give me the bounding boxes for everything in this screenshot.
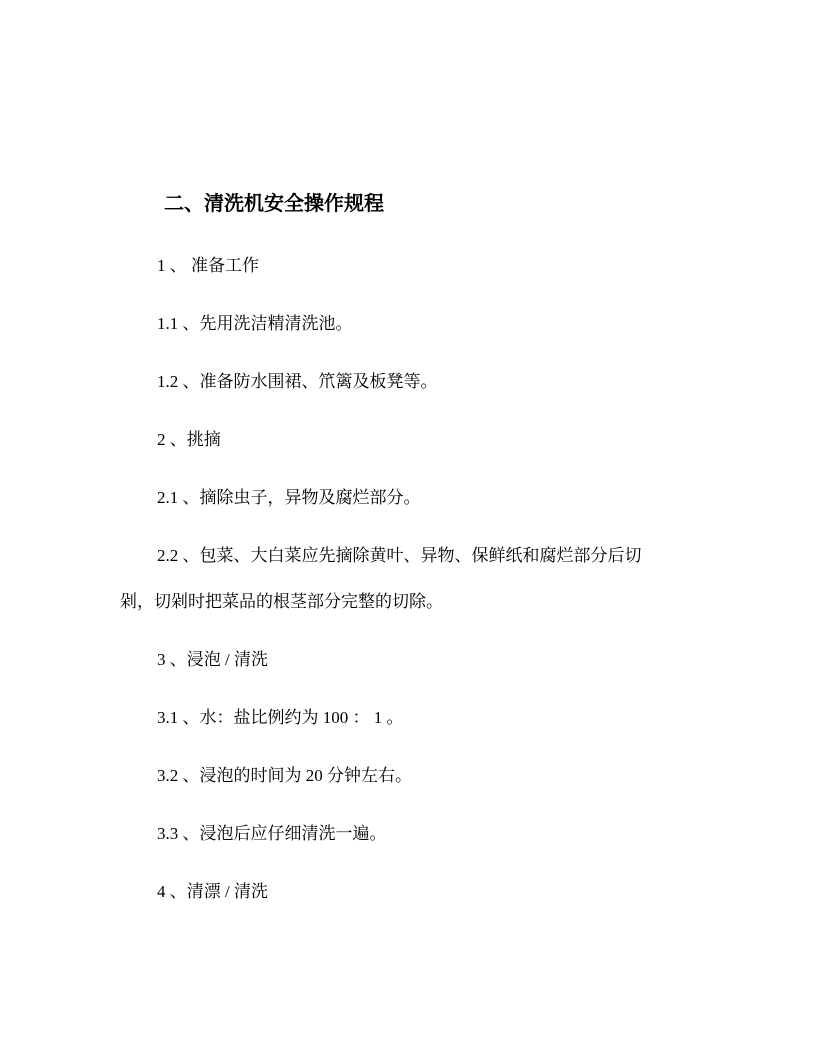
- list-item-2-2: 2.2 、包菜、大白菜应先摘除黄叶、异物、保鲜纸和腐烂部分后切: [157, 546, 642, 565]
- list-item-3-2: 3.2 、浸泡的时间为 20 分钟左右。: [157, 766, 412, 785]
- list-item-2-1: 2.1 、摘除虫子，异物及腐烂部分。: [157, 488, 421, 507]
- list-item-3-1: 3.1 、水：盐比例约为 100 ： 1 。: [157, 708, 404, 727]
- list-item-1-1: 1.1 、先用洗洁精清洗池。: [157, 314, 353, 333]
- section-title: 二、清洗机安全操作规程: [164, 191, 384, 215]
- list-item-4: 4 、清漂 / 清洗: [157, 882, 268, 901]
- list-item-3-3: 3.3 、浸泡后应仔细清洗一遍。: [157, 824, 387, 843]
- list-item-2-2-continuation: 剁，切剁时把菜品的根茎部分完整的切除。: [120, 592, 443, 611]
- list-item-3: 3 、浸泡 / 清洗: [157, 650, 268, 669]
- list-item-1: 1 、 准备工作: [157, 256, 259, 275]
- list-item-2: 2 、挑摘: [157, 430, 221, 449]
- list-item-1-2: 1.2 、准备防水围裙、笊篱及板凳等。: [157, 372, 438, 391]
